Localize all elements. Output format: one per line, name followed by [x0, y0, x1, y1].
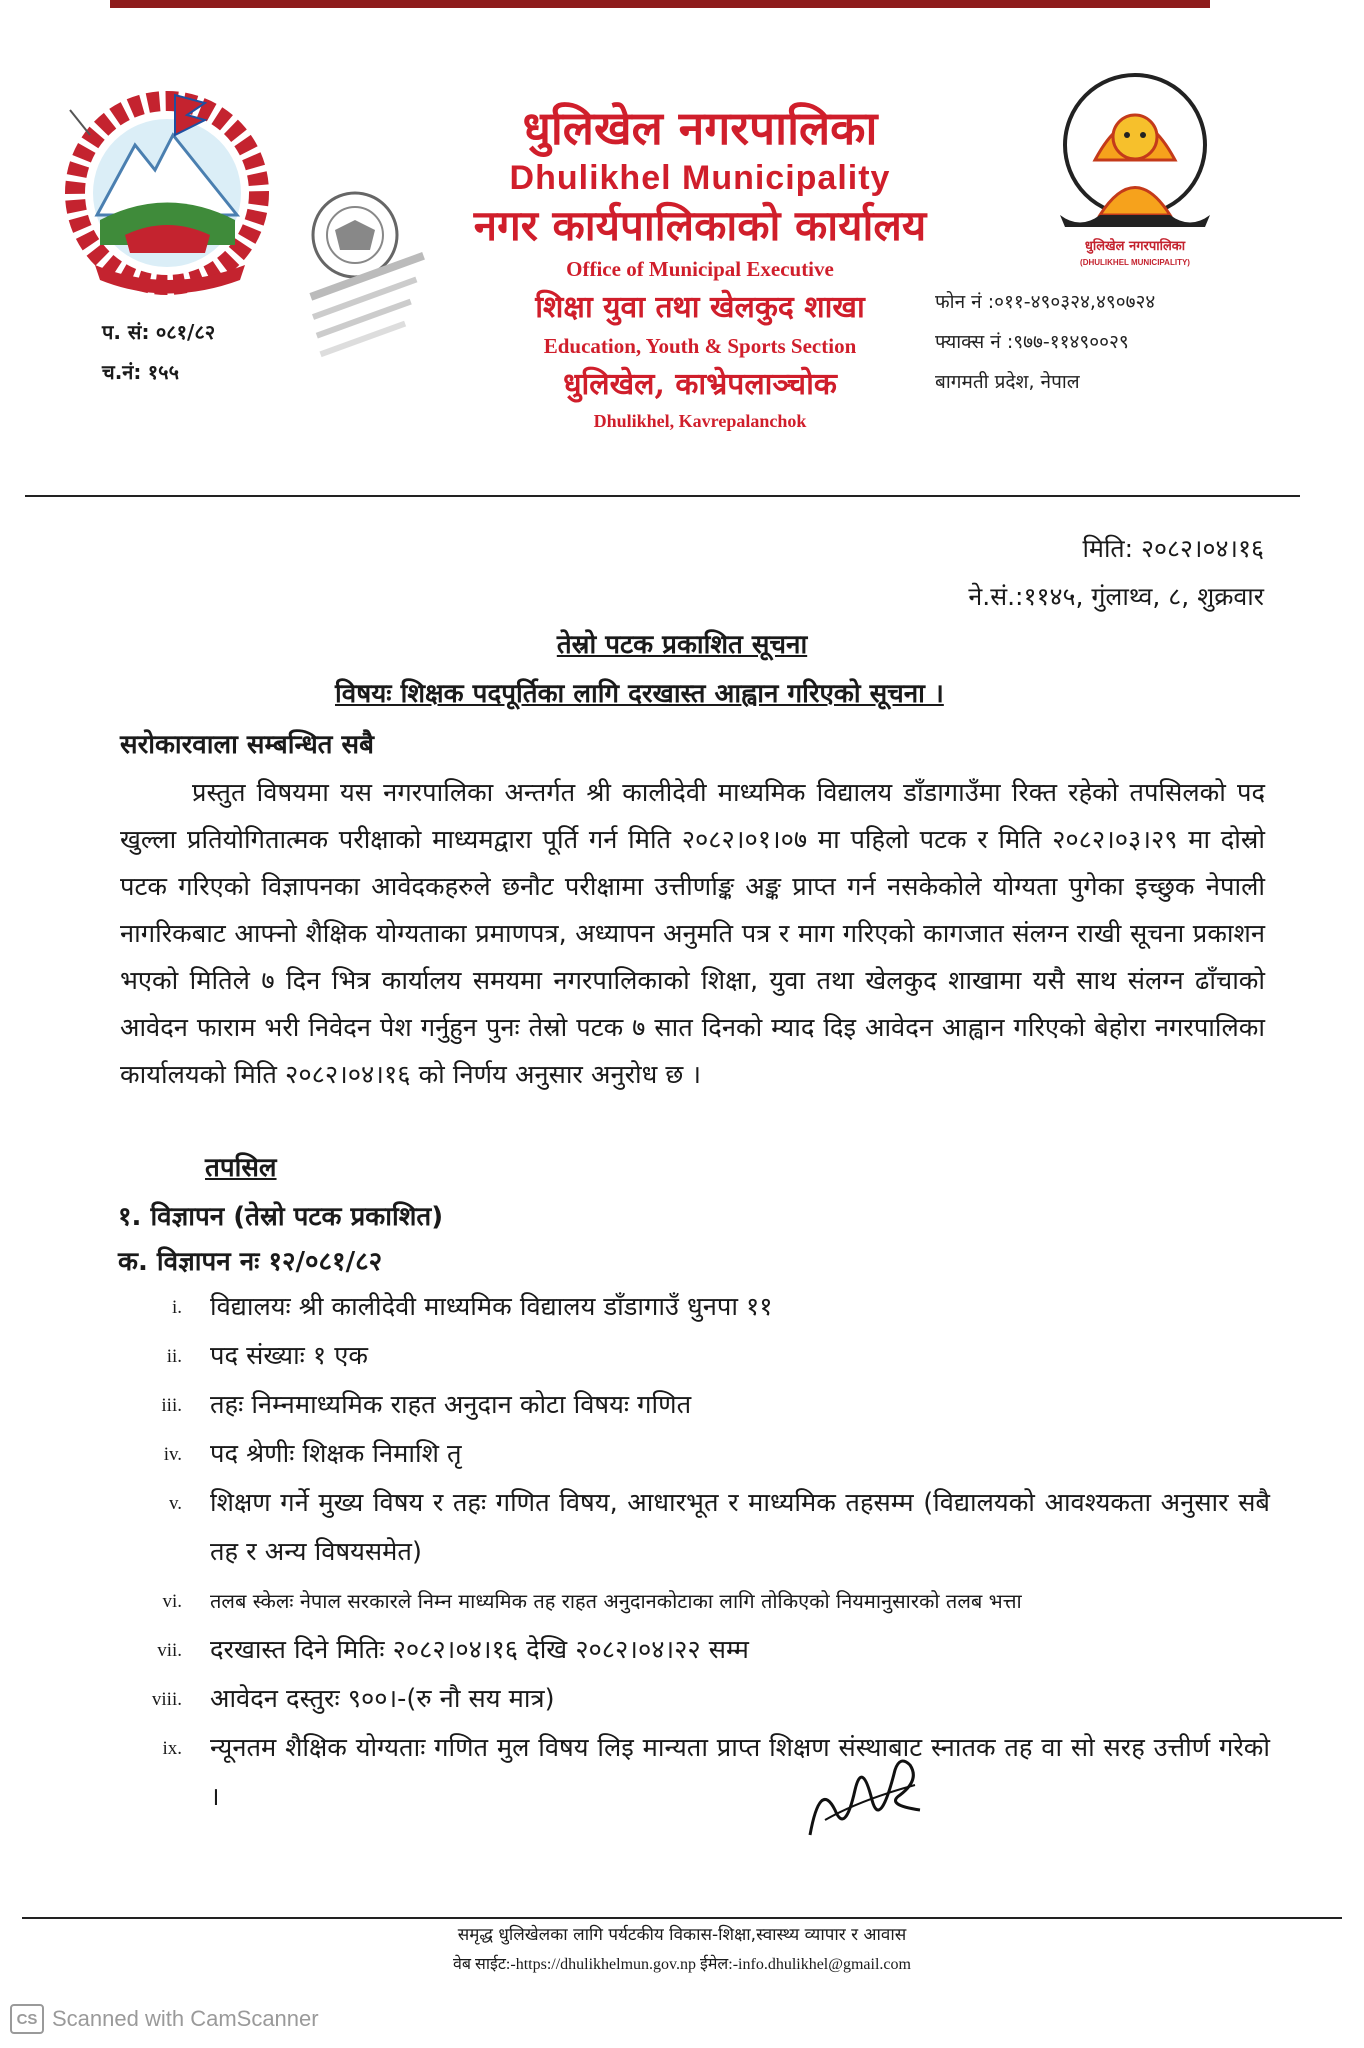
advertisement-number: क. विज्ञापन नः १२/०८१/८२	[118, 1247, 383, 1277]
list-item	[130, 1381, 1270, 1430]
list-item-number: v.	[168, 1493, 182, 1514]
municipality-name-np: धुलिखेल नगरपालिका	[522, 101, 878, 155]
date-block	[968, 525, 1264, 621]
nepal-emblem-icon	[55, 75, 285, 305]
footer	[0, 1920, 1364, 1980]
watermark-text: Scanned with CamScanner	[52, 2006, 319, 2031]
phone-number: फोन नं :०११-४९०३२४,४९०७२४	[935, 291, 1156, 313]
list-item	[130, 1283, 1270, 1332]
province: बागमती प्रदेश, नेपाल	[935, 371, 1080, 393]
address-np: धुलिखेल, काभ्रेपलाञ्चोक	[563, 367, 837, 402]
details-list	[130, 1283, 1270, 1822]
list-item-number: ix.	[162, 1738, 182, 1759]
notice-body: प्रस्तुत विषयमा यस नगरपालिका अन्तर्गत श्री कालीदेवी माध्यमिक विद्यालय डाँडागाउँमा रिक्त रहेको तपसिलको पद खुल्ला प्रतियोगितात्मक परीक्षाको माध्यमद्वारा पूर्ति गर्न मिति २०८२।०१।०७ मा पहिलो पटक र मिति २०८२।०३।२९ मा दोस्रो पटक गरिएको विज्ञापनका आवेदकहरुले छनौट परीक्षामा उत्तीर्णाङ्क अङ्क प्राप्त गर्न नसकेकोले योग्यता पुगेका इच्छुक नेपाली नागरिकबाट आफ्नो शैक्षिक योग्यताका प्रमाणपत्र, अध्यापन अनुमति पत्र र माग गरिएको कागजात संलग्न राखी सूचना प्रकाशन भएको मितिले ७ दिन भित्र कार्यालय समयमा नगरपालिकाको शिक्षा, युवा तथा खेलकुद शाखामा यसै साथ संलग्न ढाँचाको आवेदन फाराम भरी निवेदन पेश गर्नुहुन पुनः तेस्रो पटक ७ सात दिनको म्याद दिइ आवेदन आह्वान गरिएको बेहोरा नगरपालिका कार्यालयको मिति २०८२।०४।१६ को निर्णय अनुसार अनुरोध छ ।	[120, 778, 1265, 1090]
municipality-name-en: Dhulikhel Municipality	[509, 159, 891, 197]
addressee: सरोकारवाला सम्बन्धित सबै	[120, 730, 374, 760]
reference-block	[102, 312, 215, 392]
list-item	[130, 1724, 1270, 1822]
notice-subject: विषयः शिक्षक पदपूर्तिका लागि दरखास्त आह्वान गरिएको सूचना ।	[335, 679, 944, 709]
advertisement-heading: १. विज्ञापन (तेस्रो पटक प्रकाशित)	[118, 1202, 444, 1232]
list-item-text: पद श्रेणीः शिक्षक निमाशि तृ	[210, 1439, 462, 1469]
list-item-text: न्यूनतम शैक्षिक योग्यताः गणित मुल विषय लिइ मान्यता प्राप्त शिक्षण संस्थाबाट स्नातक तह वा सो सरह उत्तीर्ण गरेको ।	[210, 1733, 1270, 1812]
list-item-number: iii.	[161, 1395, 182, 1416]
header-divider	[25, 495, 1300, 497]
notice-date: मिति: २०८२।०४।१६	[1082, 534, 1264, 563]
office-name-en: Office of Municipal Executive	[566, 257, 834, 281]
signature-icon	[800, 1740, 930, 1850]
tapasil-heading: तपसिल	[205, 1153, 277, 1183]
right-logo-subtext: (DHULIKHEL MUNICIPALITY)	[1080, 258, 1190, 267]
list-item	[130, 1577, 1270, 1626]
nepal-sambat-date: ने.सं.:११४५, गुंलाथ्व, ८, शुक्रवार	[968, 582, 1264, 611]
list-item-text: आवेदन दस्तुरः ९००।-(रु नौ सय मात्र)	[210, 1684, 555, 1714]
list-item	[130, 1430, 1270, 1479]
footer-slogan: समृद्ध धुलिखेलका लागि पर्यटकीय विकास-शिक्षा,स्वास्थ्य व्यापार र आवास	[457, 1925, 907, 1945]
municipality-logo-icon	[1040, 65, 1230, 275]
fax-number: फ्याक्स नं :९७७-११४९००२९	[935, 331, 1129, 353]
list-item-number: vii.	[157, 1640, 182, 1661]
office-name-np: नगर कार्यपालिकाको कार्यालय	[473, 201, 927, 250]
list-item-number: viii.	[151, 1689, 182, 1710]
list-item-text: पद संख्याः १ एक	[210, 1341, 368, 1371]
section-name-np: शिक्षा युवा तथा खेलकुद शाखा	[535, 290, 865, 325]
contact-block	[935, 282, 1155, 402]
list-item-number: vi.	[162, 1591, 182, 1612]
list-item-text: शिक्षण गर्ने मुख्य विषय र तहः गणित विषय, आधारभूत र माध्यमिक तहसम्म (विद्यालयको आवश्यकता अनुसार सबै तह र अन्य विषयसमेत)	[210, 1488, 1270, 1567]
list-item	[130, 1479, 1270, 1577]
list-item	[130, 1332, 1270, 1381]
dispatch-number: च.नं: १५५	[102, 360, 179, 384]
notice-heading: तेस्रो पटक प्रकाशित सूचना	[556, 630, 808, 660]
right-logo-text: धुलिखेल नगरपालिका	[1084, 239, 1186, 254]
camscanner-watermark	[10, 2004, 319, 2034]
footer-divider	[22, 1917, 1342, 1919]
list-item-text: तलब स्केलः नेपाल सरकारले निम्न माध्यमिक तह राहत अनुदानकोटाका लागि तोकिएको नियमानुसारको तलब भत्ता	[210, 1589, 1022, 1613]
list-item-text: दरखास्त दिने मितिः २०८२।०४।१६ देखि २०८२।०४।२२ सम्म	[210, 1635, 749, 1665]
address-en: Dhulikhel, Kavrepalanchok	[593, 411, 807, 431]
list-item-text: तहः निम्नमाध्यमिक राहत अनुदान कोटा विषयः गणित	[210, 1390, 692, 1420]
list-item	[130, 1675, 1270, 1724]
list-item-number: i.	[171, 1297, 182, 1318]
list-item-number: iv.	[163, 1444, 182, 1465]
camscanner-logo-icon: CS	[10, 2004, 44, 2034]
list-item	[130, 1626, 1270, 1675]
reference-number: प. सं: ०८१/८२	[102, 320, 216, 344]
top-border-strip	[110, 0, 1210, 8]
section-name-en: Education, Youth & Sports Section	[543, 334, 857, 358]
list-item-text: विद्यालयः श्री कालीदेवी माध्यमिक विद्यालय डाँडागाउँ धुनपा ११	[210, 1292, 773, 1322]
footer-contact: वेब साईट:-https://dhulikhelmun.gov.np ईमेल:-info.dhulikhel@gmail.com	[453, 1956, 911, 1973]
list-item-number: ii.	[166, 1346, 182, 1367]
letterhead	[420, 100, 980, 434]
